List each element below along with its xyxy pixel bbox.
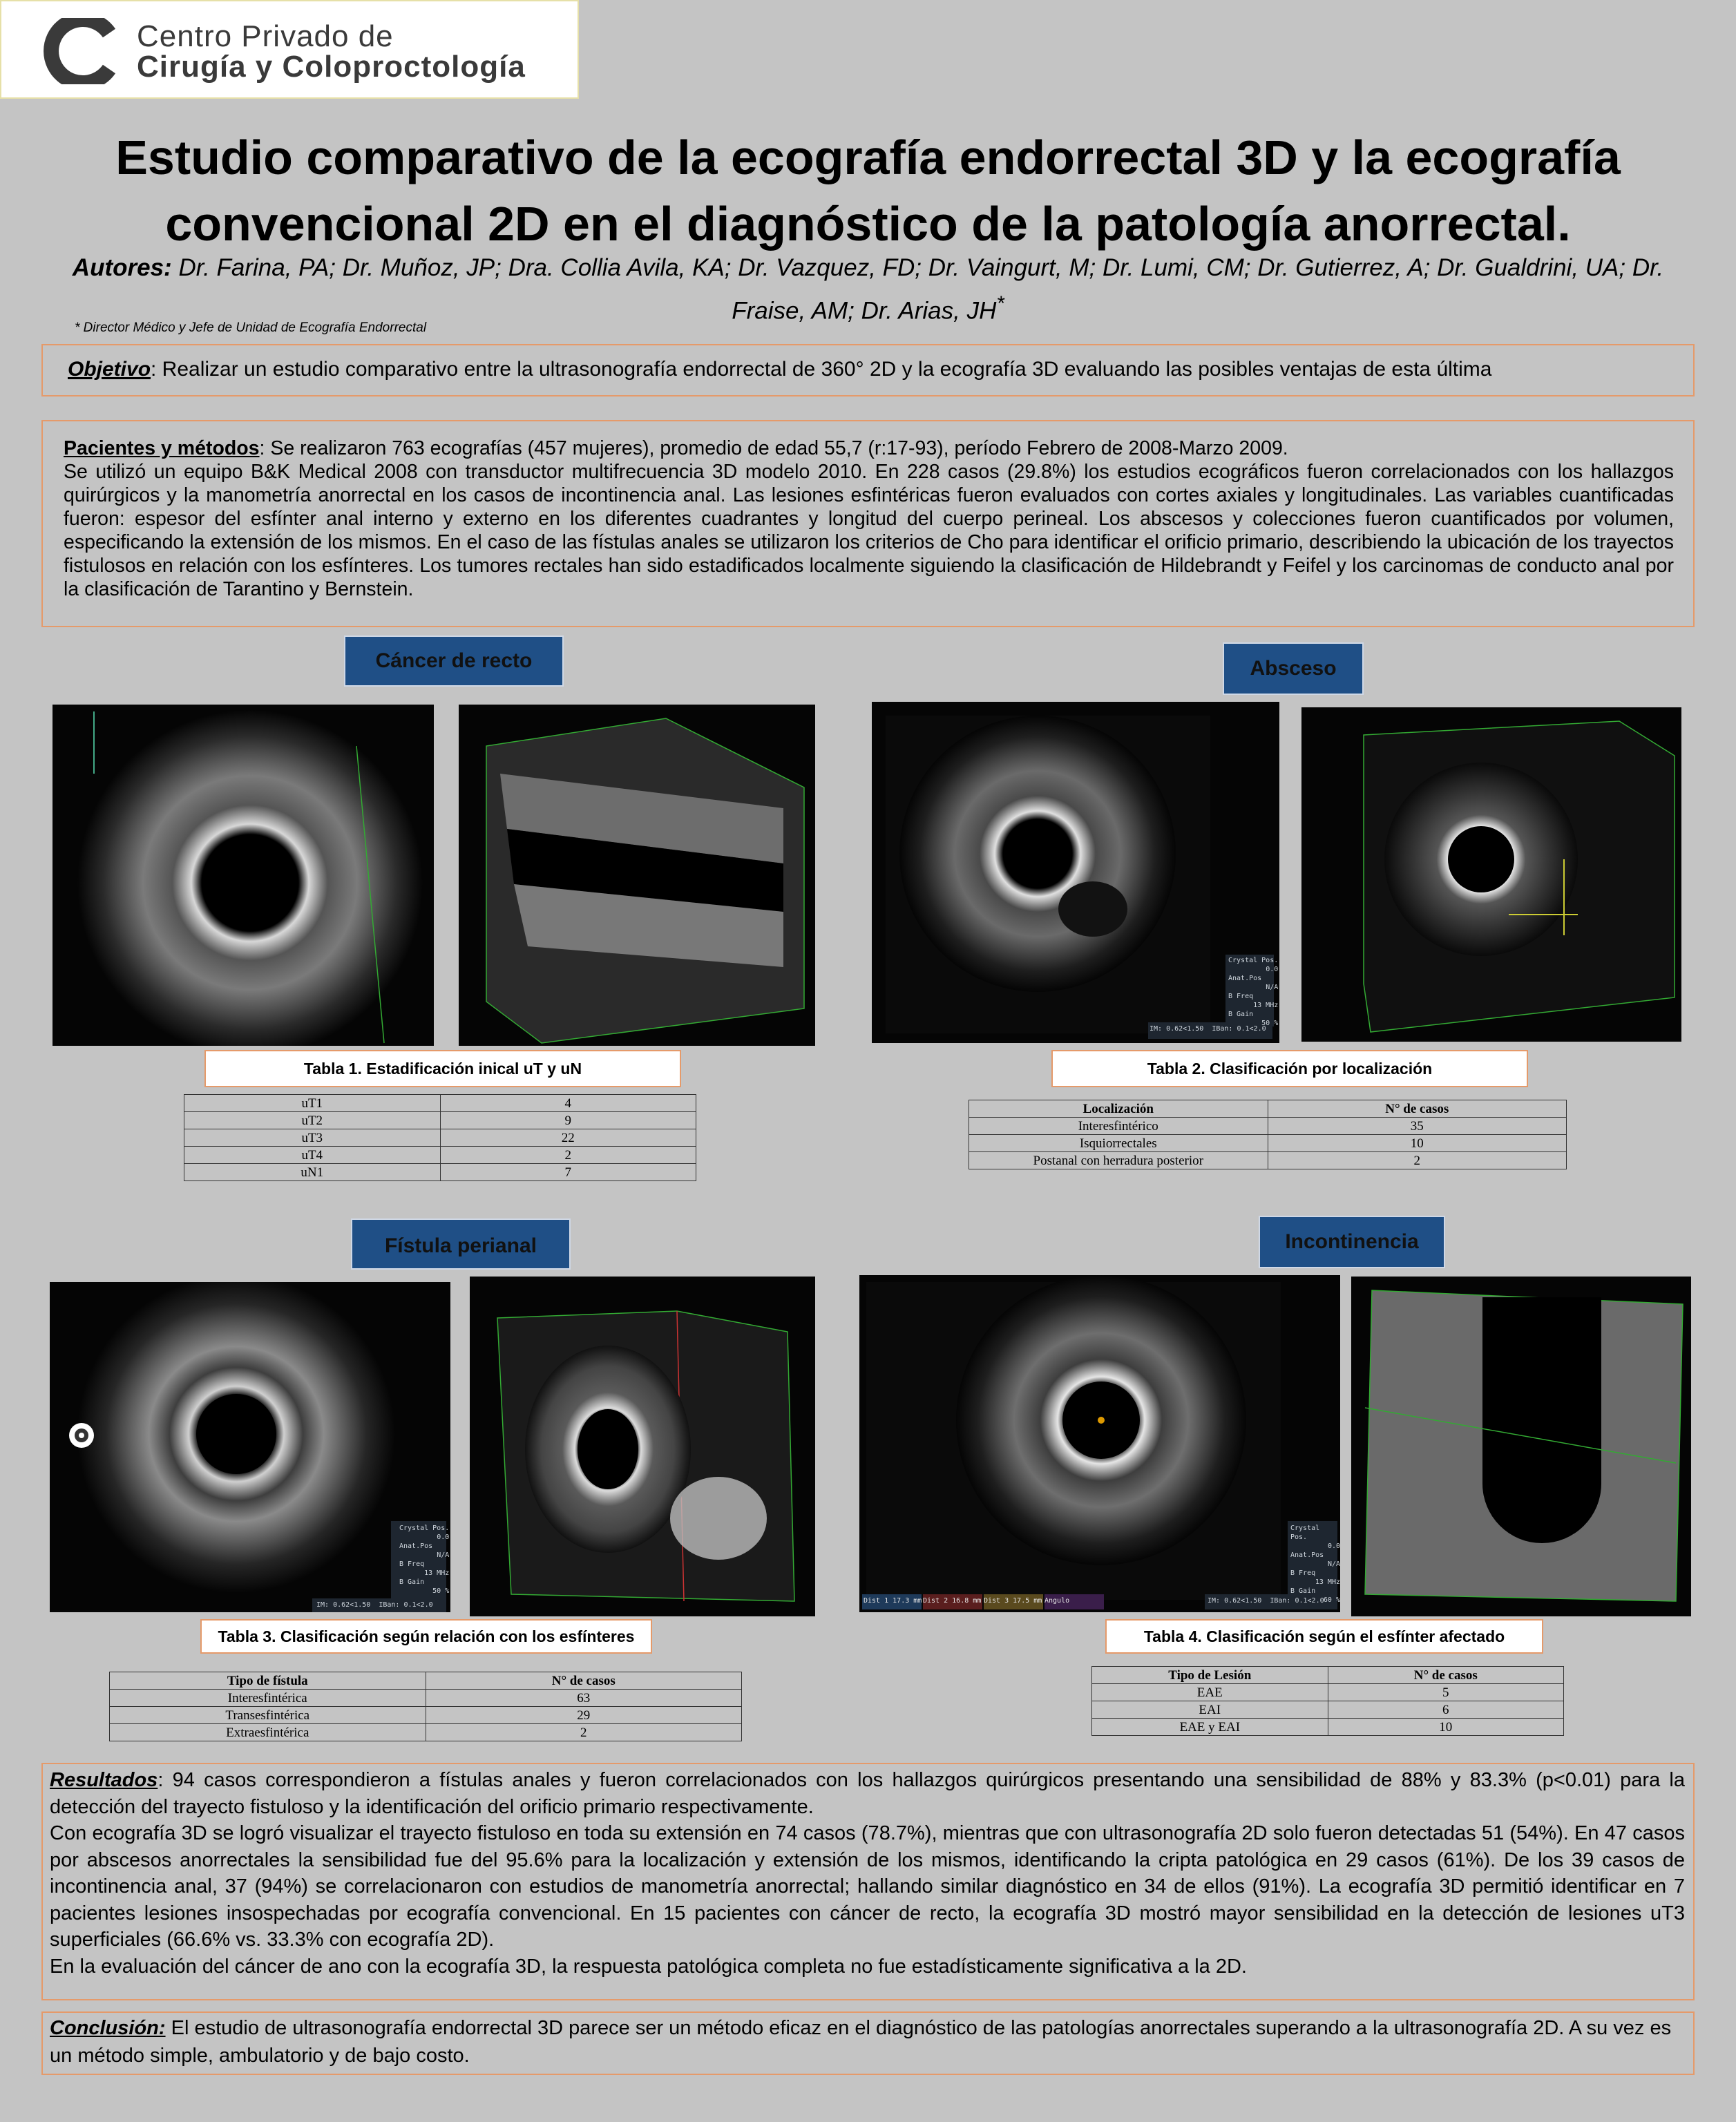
- ultrasound-absceso-2d: [872, 702, 1279, 1043]
- tabla2: [969, 1100, 1567, 1169]
- section-cancer-recto: Cáncer de recto: [344, 635, 564, 687]
- pacientes-first-line: [64, 437, 1674, 460]
- table-cell: EAE y EAI: [1092, 1719, 1328, 1736]
- table-header-row: [1092, 1667, 1564, 1684]
- table-cell: 5: [1328, 1684, 1564, 1701]
- table-cell: uN1: [184, 1164, 441, 1181]
- logo-line-1: Centro Privado de: [137, 19, 394, 53]
- clinic-logo: [0, 0, 579, 99]
- tabla2-body: [969, 1118, 1567, 1169]
- tabla3: [109, 1672, 742, 1741]
- ultrasound-cancer-2d: [53, 705, 434, 1046]
- conclusion-label: Conclusión:: [50, 2017, 166, 2039]
- incontinencia-distances: Dist 1 17.3 mm Dist 2 16.8 mm Dist 3 17.5 mm Angulo: [864, 1597, 1070, 1605]
- table-cell: EAI: [1092, 1701, 1328, 1719]
- resultados-p1: [50, 1767, 1685, 1820]
- authors: [62, 250, 1674, 329]
- ultrasound-incontinencia-2d: [859, 1275, 1340, 1612]
- table-cell: uT2: [184, 1112, 441, 1129]
- tabla4-caption: Tabla 4. Clasificación según el esfínter afectado: [1105, 1619, 1543, 1654]
- table-row: [184, 1095, 696, 1112]
- logo-line-2: Cirugía y Coloproctología: [137, 50, 526, 84]
- table-cell: Interesfintérica: [110, 1690, 426, 1707]
- tabla1-caption: Tabla 1. Estadificación inical uT y uN: [204, 1050, 681, 1087]
- section-incontinencia: Incontinencia: [1259, 1216, 1445, 1268]
- resultados-label: Resultados: [50, 1769, 158, 1791]
- table-cell: 10: [1268, 1135, 1567, 1152]
- pacientes-metodos-box: [41, 420, 1695, 627]
- table-header-row: [969, 1100, 1567, 1118]
- footnote: * Director Médico y Jefe de Unidad de Ecografía Endorrectal: [75, 321, 427, 335]
- table-cell: 2: [1268, 1152, 1567, 1169]
- fistula-readout: Crystal Pos. 0.0 Anat.Pos N/A B Freq 13 MHz B Gain 50 %: [399, 1524, 450, 1595]
- table-row: [1092, 1719, 1564, 1736]
- pacientes-label: Pacientes y métodos: [64, 437, 260, 459]
- table-cell: 10: [1328, 1719, 1564, 1736]
- tabla2-caption: Tabla 2. Clasificación por localización: [1051, 1050, 1528, 1087]
- tabla1: [184, 1094, 696, 1181]
- table-cell: uT3: [184, 1129, 441, 1147]
- table-row: [969, 1118, 1567, 1135]
- table-cell: 4: [440, 1095, 696, 1112]
- conclusion-box: [41, 2011, 1695, 2075]
- authors-mark: *: [996, 293, 1004, 315]
- fistula-im-readout: IM: 0.62<1.50 IBan: 0.1<2.0: [316, 1601, 433, 1609]
- section-absceso: Absceso: [1223, 642, 1364, 695]
- table-cell: Interesfintérico: [969, 1118, 1268, 1135]
- table-cell: 35: [1268, 1118, 1567, 1135]
- incontinencia-readout: Crystal Pos. 0.0 Anat.Pos N/A B Freq 13 MHz B Gain 60 %: [1290, 1524, 1340, 1604]
- tabla2-header-casos: N° de casos: [1268, 1100, 1567, 1118]
- table-cell: EAE: [1092, 1684, 1328, 1701]
- table-cell: 63: [426, 1690, 742, 1707]
- table-row: [1092, 1684, 1564, 1701]
- table-cell: uT1: [184, 1095, 441, 1112]
- poster-title: Estudio comparativo de la ecografía endorrectal 3D y la ecografía convencional 2D en el diagnóstico de la patología anorrectal.: [115, 131, 1621, 251]
- ultrasound-incontinencia-3d: [1351, 1277, 1691, 1616]
- table-row: [969, 1152, 1567, 1169]
- tabla3-header-tipo: Tipo de fístula: [110, 1672, 426, 1690]
- table-cell: 6: [1328, 1701, 1564, 1719]
- authors-label: Autores:: [72, 254, 172, 281]
- tabla1-body: [184, 1095, 696, 1181]
- table-cell: Transesfintérica: [110, 1707, 426, 1724]
- tabla4-body: [1092, 1684, 1564, 1736]
- incontinencia-im-readout: IM: 0.62<1.50 IBan: 0.1<2.0: [1208, 1597, 1324, 1605]
- resultados-text: : 94 casos correspondieron a fístulas anales y fueron correlacionados con los hallazgos quirúrgicos presentando una sensibilidad de 88% y 83.3% (p<0.01) para la detección del trayecto fistuloso y la identificación del orificio primario respectivamente.: [50, 1769, 1685, 1818]
- resultados-p3: En la evaluación del cáncer de ano con la ecografía 3D, la respuesta patológica completa no fue estadísticamente significativa a la 2D.: [50, 1955, 1247, 1978]
- tabla3-header-casos: N° de casos: [426, 1672, 742, 1690]
- absceso-readout: Crystal Pos. 0.0 Anat.Pos N/A B Freq 13 MHz B Gain 50 %: [1228, 957, 1279, 1027]
- table-cell: 9: [440, 1112, 696, 1129]
- tabla4: [1091, 1666, 1564, 1736]
- table-row: [110, 1724, 742, 1741]
- ultrasound-fistula-3d: [470, 1277, 815, 1616]
- ultrasound-cancer-3d: [459, 705, 815, 1046]
- objetivo-text: : Realizar un estudio comparativo entre la ultrasonografía endorrectal de 360° 2D y la ecografía 3D evaluando las posibles ventajas de esta última: [151, 358, 1492, 381]
- tabla4-header-tipo: Tipo de Lesión: [1092, 1667, 1328, 1684]
- table-row: [110, 1690, 742, 1707]
- table-row: [184, 1112, 696, 1129]
- tabla3-caption: Tabla 3. Clasificación según relación con los esfínteres: [200, 1619, 652, 1654]
- pacientes-text: : Se realizaron 763 ecografías (457 mujeres), promedio de edad 55,7 (r:17-93), período Febrero de 2008-Marzo 2009.: [259, 437, 1288, 459]
- table-cell: 22: [440, 1129, 696, 1147]
- ultrasound-absceso-3d: [1301, 707, 1681, 1042]
- tabla4-header-casos: N° de casos: [1328, 1667, 1564, 1684]
- table-cell: Isquiorrectales: [969, 1135, 1268, 1152]
- resultados-p2: Con ecografía 3D se logró visualizar el trayecto fistuloso en toda su extensión en 74 casos (78.7%), mientras que con ultrasonografía 2D solo fueron detectadas 51 (54%). En 47 casos por abscesos anorrectales la sensibilidad fue del 95.6% para la localización y extensión de los mismos, identificando la cripta patológica en 29 casos (61%). De los 39 casos de incontinencia anal, 37 (94%) se correlacionaron con estudios de manometría anorrectal; hallando similar diagnóstico en 34 de ellos (91%). La ecografía 3D permitió identificar en 7 pacientes lesiones insospechadas por ecografía convencional. En 15 pacientes con cáncer de recto, la ecografía 3D mostró mayor sensibilidad en la detección de lesiones uT3 superficiales (66.6% vs. 33.3% con ecografía 2D).: [50, 1822, 1685, 1951]
- table-cell: Extraesfintérica: [110, 1724, 426, 1741]
- table-row: [1092, 1701, 1564, 1719]
- table-row: [184, 1164, 696, 1181]
- table-header-row: [110, 1672, 742, 1690]
- table-cell: uT4: [184, 1147, 441, 1164]
- table-cell: 2: [426, 1724, 742, 1741]
- section-fistula-perianal: Fístula perianal: [351, 1218, 571, 1270]
- ultrasound-fistula-2d: [50, 1282, 450, 1612]
- absceso-im-readout: IM: 0.62<1.50 IBan: 0.1<2.0: [1150, 1025, 1266, 1033]
- clinic-logo-c-icon: [28, 18, 131, 84]
- table-row: [184, 1129, 696, 1147]
- authors-list: Dr. Farina, PA; Dr. Muñoz, JP; Dra. Collia Avila, KA; Dr. Vazquez, FD; Dr. Vaingurt, M; Dr. Lumi, CM; Dr. Gutierrez, A; Dr. Gualdrini, UA; Dr. Fraise, AM; Dr. Arias, JH: [178, 254, 1664, 325]
- tabla2-header-localizacion: Localización: [969, 1100, 1268, 1118]
- resultados-box: [41, 1763, 1695, 2000]
- table-row: [110, 1707, 742, 1724]
- conclusion-text: El estudio de ultrasonografía endorrectal 3D parece ser un método eficaz en el diagnóstico de las patologías anorrectales superando a la ultrasonografía 2D. A su vez es un método simple, ambulatorio y de bajo costo.: [50, 2017, 1672, 2067]
- tabla3-body: [110, 1690, 742, 1741]
- table-row: [184, 1147, 696, 1164]
- table-cell: Postanal con herradura posterior: [969, 1152, 1268, 1169]
- table-cell: 29: [426, 1707, 742, 1724]
- objetivo-box: [41, 344, 1695, 396]
- pacientes-body: Se utilizó un equipo B&K Medical 2008 con transductor multifrecuencia 3D modelo 2010. En 228 casos (29.8%) los estudios ecográficos fueron correlacionados con los hallazgos quirúrgicos y la manometría anorrectal en los casos de incontinencia anal. Las lesiones esfintéricas fueron evaluados con cortes axiales y longitudinales. Las variables cuantificadas fueron: espesor del esfínter anal interno y externo en los diferentes cuadrantes y longitud del cuerpo perineal. Los abscesos y colecciones fueron cuantificados por volumen, especificando la extensión de los mismos. En el caso de las fístulas anales se utilizaron los criterios de Cho para identificar el orificio primario, describiendo la ubicación de los trayectos fistulosos en relación con los esfínteres. Los tumores rectales han sido estadificados localmente siguiendo la clasificación de Hildebrandt y Feifel y los carcinomas de conducto anal por la clasificación de Tarantino y Bernstein.: [64, 461, 1674, 600]
- objetivo-label: Objetivo: [68, 358, 151, 381]
- table-cell: 2: [440, 1147, 696, 1164]
- table-row: [969, 1135, 1567, 1152]
- table-cell: 7: [440, 1164, 696, 1181]
